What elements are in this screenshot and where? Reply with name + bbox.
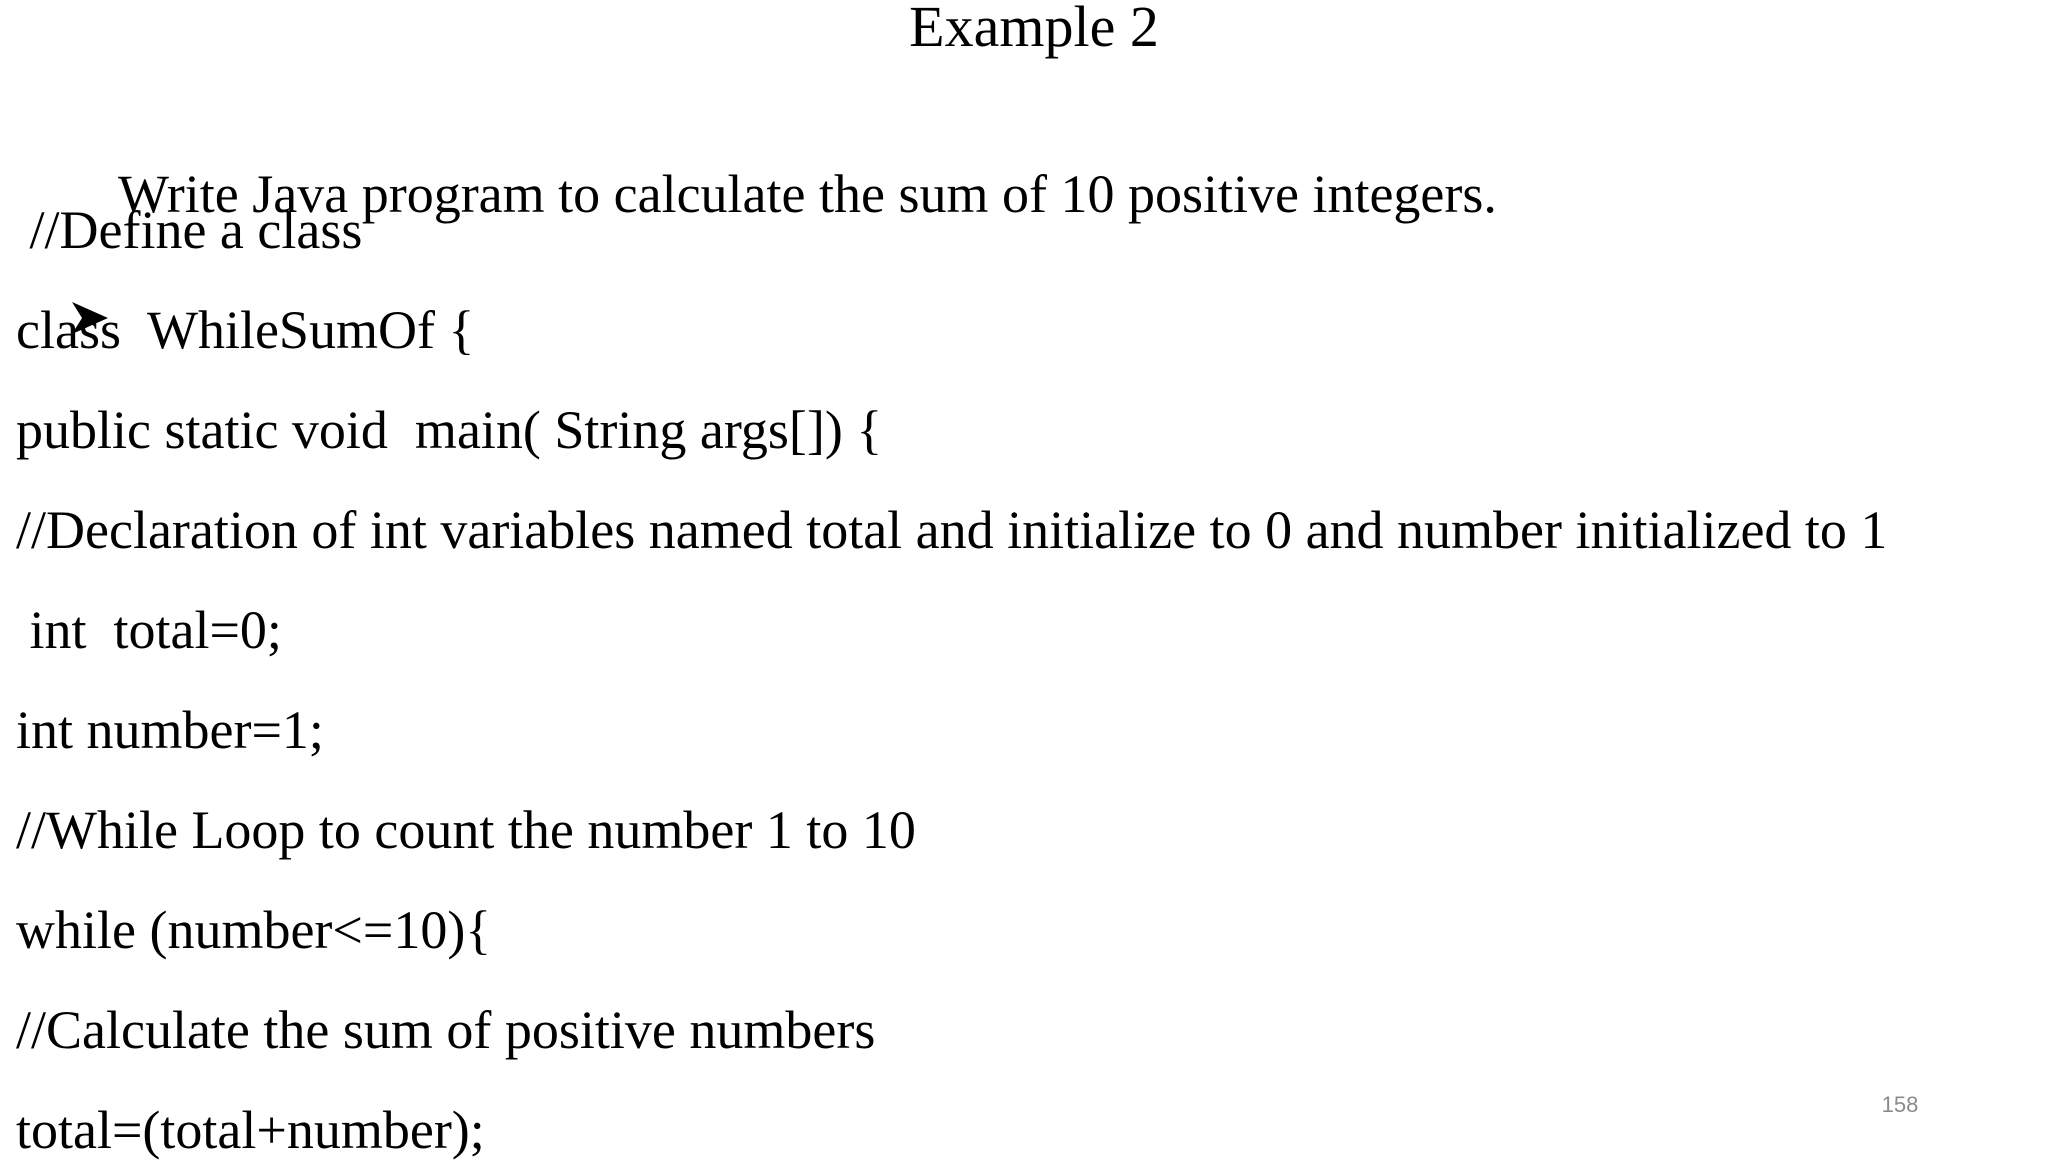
- page-number: 158: [1881, 1092, 1919, 1117]
- code-line: class WhileSumOf {: [16, 300, 475, 360]
- code-line: int total=0;: [16, 600, 282, 660]
- code-line: total=(total+number);: [16, 1100, 485, 1160]
- code-line: //Calculate the sum of positive numbers: [16, 1000, 876, 1060]
- code-line: while (number<=10){: [16, 900, 492, 960]
- code-line: //While Loop to count the number 1 to 10: [16, 800, 916, 860]
- code-line: //Define a class: [16, 200, 363, 260]
- code-line: int number=1;: [16, 700, 324, 760]
- code-line: public static void main( String args[]) {: [16, 400, 883, 460]
- slide-title: Example 2: [909, 0, 1159, 59]
- task-text: Write Java program to calculate the sum of 10 positive integers.: [118, 164, 1497, 224]
- code-line: //Declaration of int variables named total and initialize to 0 and number initialized to 1: [16, 500, 1888, 560]
